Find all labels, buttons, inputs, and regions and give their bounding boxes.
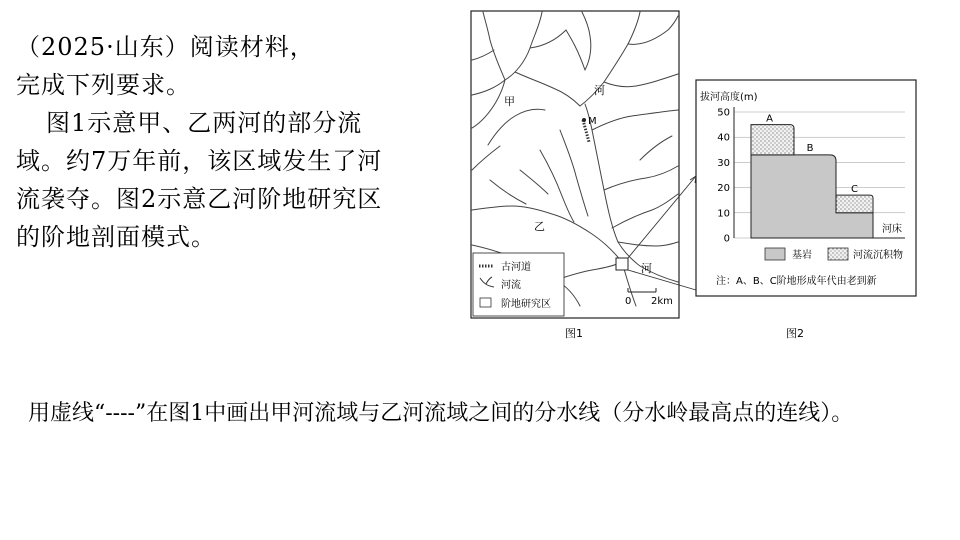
scale-distance: 2km (651, 296, 673, 307)
intro-paragraph: 图1示意甲、乙两河的部分流域。约7万年前，该区域发生了河流袭夺。图2示意乙河阶地研究区的阶地剖面模式。 (16, 109, 383, 251)
terrace-c-sediment (836, 195, 873, 213)
ytick-label: 30 (717, 157, 730, 169)
question-text: 用虚线“----”在图1中画出甲河流域与乙河流域之间的分水线（分水岭最高点的连线）。 (28, 401, 854, 426)
intro-line-2: 完成下列要求。 (16, 71, 191, 99)
terrace-label-b: B (806, 142, 814, 154)
figure2-note: 注：A、B、C阶地形成年代由老到新 (716, 276, 877, 287)
ytick-label: 50 (717, 107, 730, 119)
legend-bedrock-swatch (765, 248, 785, 260)
legend-study-area: 阶地研究区 (501, 299, 551, 310)
legend-sediment-swatch (828, 248, 848, 260)
terrace-label-a: A (766, 113, 773, 125)
legend-sediment: 河流沉积物 (853, 250, 903, 261)
ytick-label: 0 (723, 233, 730, 245)
label-he-top: 河 (594, 84, 605, 97)
label-yi: 乙 (534, 220, 545, 233)
figure2-caption: 图2 (786, 327, 804, 340)
figure1-map (471, 11, 679, 340)
legend-river: 河流 (501, 280, 521, 291)
ytick-label: 40 (717, 132, 730, 144)
study-area-box (616, 258, 628, 270)
legend-ancient-channel: 古河道 (501, 262, 531, 273)
point-m-marker (582, 118, 586, 122)
figure1-legend (473, 253, 564, 316)
ytick-label: 20 (717, 183, 730, 195)
figure2-ylabel: 拔河高度(m) (700, 92, 758, 103)
figure1-caption: 图1 (565, 327, 583, 340)
ytick-label: 10 (717, 208, 730, 220)
intro-line-1: （2025·山东）阅读材料， (16, 33, 315, 61)
label-jia: 甲 (504, 95, 515, 108)
legend-bedrock: 基岩 (792, 250, 812, 261)
terrace-label-c: C (851, 184, 858, 196)
figure2-profile (696, 80, 916, 340)
riverbed-label: 河床 (882, 224, 902, 235)
scale-zero: 0 (625, 296, 632, 307)
label-he-bottom: 河 (641, 262, 652, 275)
label-m: M (588, 116, 597, 127)
terrace-a-sediment (751, 125, 794, 155)
legend-study-area-swatch (480, 298, 491, 307)
